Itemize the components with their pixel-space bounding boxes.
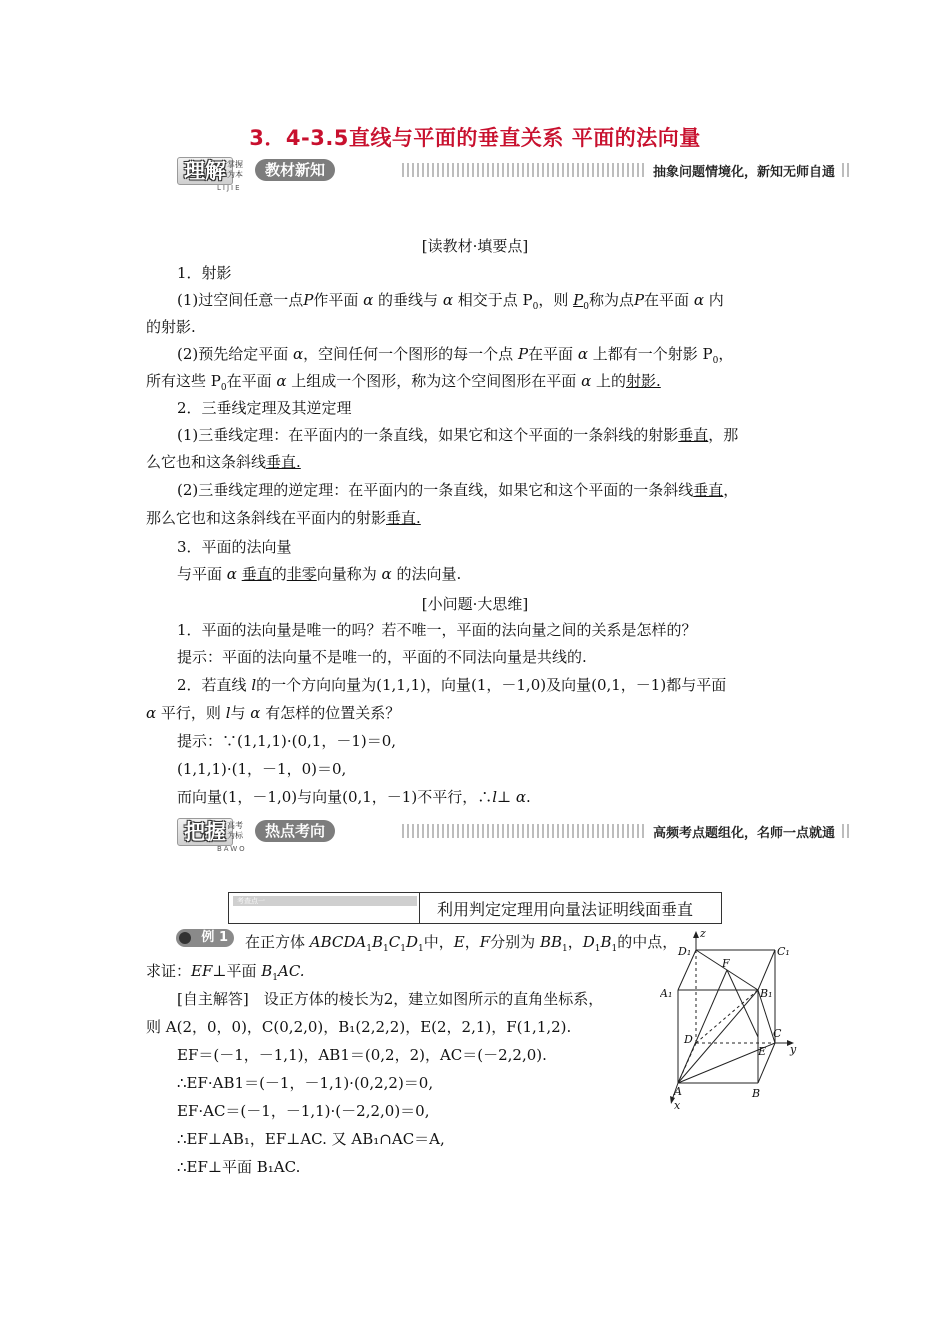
text-run: α — [226, 565, 237, 583]
text-run: 在平面 — [528, 345, 578, 363]
text-run: 与 — [230, 704, 251, 722]
text-run: D — [405, 933, 419, 951]
text-run: E — [453, 933, 465, 951]
text-run: 那么它也和这条斜线在平面内的射影 — [146, 509, 387, 527]
label-f: F — [722, 957, 730, 970]
fill-in-answer: 垂直 — [693, 481, 724, 499]
text-run: 求证： — [146, 962, 192, 980]
text-run: 2．若直线 — [177, 676, 252, 694]
subtitle-three-perpendiculars: 2．三垂线定理及其逆定理 — [177, 399, 352, 417]
text-run: 的一个方向向量为(1,1,1)，向量(1，－1,0)及向量(0,1，－1)都与平面 — [256, 676, 727, 694]
z-arrow — [693, 931, 699, 938]
text-run: P — [573, 291, 584, 309]
section-heading-read: [读教材·填要点] — [421, 237, 529, 255]
paragraph-line: EF＝(－1，－1,1)，AB1＝(0,2，2)，AC＝(－2,2,0). — [177, 1046, 547, 1064]
text-run: ⊥平面 — [212, 962, 262, 980]
text-run: D — [582, 933, 595, 951]
text-run: 0 — [532, 302, 539, 312]
paragraph-line — [146, 508, 421, 528]
paragraph-line: [自主解答] 设正方体的棱长为2，建立如图所示的直角坐标系， — [177, 990, 604, 1008]
cube-coordinate-figure — [660, 925, 810, 1110]
paragraph-line — [177, 564, 461, 584]
paragraph-line: EF·AC＝(－1，－1,1)·(－2,2,0)＝0, — [177, 1102, 430, 1120]
label-c1: C₁ — [777, 945, 790, 958]
text-run: 0 — [712, 356, 719, 366]
label-x: x — [674, 1099, 681, 1110]
text-run: 1 — [272, 973, 279, 983]
text-run: l — [225, 704, 231, 722]
subtitle-projection: 1．射影 — [177, 264, 232, 282]
text-run: 上组成一个图形，称为这个空间图形在平面 — [286, 372, 582, 390]
text-run: . — [526, 788, 531, 806]
text-run: ，空间任何一个图形的每一个点 — [303, 345, 518, 363]
paragraph-line — [177, 290, 724, 317]
fill-in-answer: 垂直. — [266, 453, 301, 471]
text-run: EF — [191, 962, 213, 980]
text-run: P — [517, 345, 529, 363]
text-run: 1 — [611, 944, 618, 954]
subtitle-normal-vector: 3．平面的法向量 — [177, 538, 292, 556]
paragraph-line — [146, 452, 301, 472]
fill-in-answer: 垂直. — [386, 509, 421, 527]
banner-pill-text: 教材新知 — [255, 159, 335, 181]
text-run: 1 — [400, 944, 406, 954]
paragraph-line — [177, 675, 726, 695]
text-run: B — [600, 933, 612, 951]
label-c: C — [773, 1027, 782, 1040]
text-run: 1 — [366, 944, 372, 954]
text-run: l — [251, 676, 257, 694]
text-run: (2)预先给定平面 — [177, 345, 294, 363]
label-a: A — [674, 1085, 682, 1098]
paragraph-line — [177, 425, 738, 445]
text-run: 中， — [423, 933, 454, 951]
text-run: 1 — [561, 944, 568, 954]
exam-point-label: 考查点一 — [233, 896, 417, 906]
text-run: α — [276, 372, 287, 390]
divider — [419, 893, 420, 923]
banner-pill-text: 热点考向 — [255, 820, 335, 842]
text-run: 分别为 — [490, 933, 540, 951]
exam-point-box — [228, 892, 722, 924]
text-run: 在平面 — [226, 372, 277, 390]
text-run: ，那 — [708, 426, 739, 444]
text-run: F — [479, 933, 491, 951]
banner-pinyin: LIJIE — [217, 184, 242, 192]
text-run: 0 — [583, 302, 589, 312]
text-run: ， — [464, 933, 480, 951]
text-run: α — [577, 345, 588, 363]
text-run: 平行，则 — [156, 704, 226, 722]
text-run: ABCDA — [309, 933, 367, 951]
paragraph-line: (1,1,1)·(1，－1，0)＝0, — [177, 760, 347, 778]
text-run: 有怎样的位置关系？ — [260, 704, 401, 722]
text-run: 相交于点 P — [452, 291, 533, 309]
text-run: α — [381, 565, 392, 583]
fill-in-answer: 垂直 — [678, 426, 709, 444]
text-run: P — [303, 291, 314, 309]
text-run — [573, 291, 589, 312]
text-run: (1)过空间任意一点 — [177, 291, 304, 309]
label-a1: A₁ — [660, 987, 673, 1000]
paragraph-line: 的射影. — [146, 318, 196, 336]
text-run: 1 — [383, 944, 389, 954]
label-d1: D₁ — [678, 945, 692, 958]
text-run: ， — [723, 481, 739, 499]
fill-in-answer: 射影. — [626, 372, 661, 390]
paragraph-line: ∴EF⊥平面 B₁AC. — [177, 1158, 301, 1176]
text-run: 在平面 — [644, 291, 694, 309]
text-run: α — [693, 291, 704, 309]
text-run: B — [261, 962, 273, 980]
edge-c1b1 — [758, 950, 775, 990]
text-run: ⊥ — [497, 788, 516, 806]
text-run: 0 — [220, 383, 227, 393]
text-run: 上的 — [591, 372, 626, 390]
paragraph-line: ∴EF⊥AB₁，EF⊥AC. 又 AB₁∩AC＝A, — [177, 1130, 445, 1148]
text-run: α — [363, 291, 374, 309]
paragraph-line — [146, 961, 305, 988]
section-banner-lijie — [177, 157, 849, 191]
fill-in-answer: 非零 — [286, 565, 317, 583]
paragraph-line: 提示：∵(1,1,1)·(0,1，－1)＝0, — [177, 732, 397, 750]
text-run: α — [581, 372, 592, 390]
paragraph-line — [245, 932, 677, 959]
label-z: z — [700, 927, 706, 940]
section-heading-think: [小问题·大思维] — [421, 595, 529, 613]
text-run: α — [293, 345, 304, 363]
banner-small-text: 掌握为本 — [227, 160, 243, 179]
page-title: 3．4-3.5直线与平面的垂直关系 平面的法向量 — [249, 126, 701, 150]
text-run: 1 — [418, 944, 424, 954]
text-run: C — [388, 933, 401, 951]
text-run: 的中点， — [617, 933, 678, 951]
text-run: α — [515, 788, 527, 806]
text-run: 与平面 — [177, 565, 227, 583]
banner-small-text: 高考为标 — [227, 821, 243, 840]
banner-main-text: 把握 — [177, 818, 233, 846]
text-run: 么它也和这条斜线 — [146, 453, 267, 471]
text-run: 向量称为 — [316, 565, 382, 583]
banner-slogan: 高频考点题组化，名师一点就通 — [647, 822, 841, 841]
text-run: α — [146, 704, 157, 722]
text-run: 称为点 — [588, 291, 634, 309]
text-run: 作平面 — [313, 291, 364, 309]
banner-pinyin: BAWO — [217, 845, 247, 853]
example-badge — [176, 929, 234, 947]
text-run: 而向量(1，－1,0)与向量(0,1，－1)不平行，∴ — [177, 788, 493, 806]
paragraph-line — [146, 703, 400, 723]
text-run: (2)三垂线定理的逆定理：在平面内的一条直线，如果它和这个平面的一条斜线 — [177, 481, 694, 499]
text-run: BB — [539, 933, 562, 951]
text-run: 的 — [271, 565, 287, 583]
exam-point-title: 利用判定定理用向量法证明线面垂直 — [437, 900, 694, 919]
text-run: 1 — [594, 944, 601, 954]
text-run: (1)三垂线定理：在平面内的一条直线，如果它和这个平面的一条斜线的射影 — [177, 426, 679, 444]
section-banner-bawo — [177, 818, 849, 852]
text-run: P — [633, 291, 645, 309]
paragraph-line: 则 A(2，0，0)，C(0,2,0)，B₁(2,2,2)，E(2，2,1)，F(1,1,2). — [146, 1018, 572, 1036]
label-d: D — [684, 1033, 693, 1046]
example-badge-label: 例 1 — [201, 930, 228, 945]
text-run: 所有这些 P — [146, 372, 221, 390]
paragraph-line: 提示：平面的法向量不是唯一的，平面的不同法向量是共线的. — [177, 648, 587, 666]
banner-slogan: 抽象问题情境化，新知无师自通 — [647, 161, 841, 180]
paragraph-line — [146, 371, 661, 398]
text-run: 的垂线与 — [373, 291, 443, 309]
label-e: E — [758, 1045, 767, 1058]
paragraph-line: ∴EF·AB1＝(－1，－1,1)·(0,2,2)＝0, — [177, 1074, 434, 1092]
text-run: 内 — [703, 291, 724, 309]
paragraph-line — [177, 787, 531, 807]
fill-in-answer: 垂直 — [241, 565, 272, 583]
paragraph-line — [177, 344, 733, 371]
text-run: α — [442, 291, 453, 309]
banner-main-text: 理解 — [177, 157, 233, 185]
text-run: 在正方体 — [245, 933, 310, 951]
text-run: B — [372, 933, 384, 951]
pen-icon — [179, 932, 191, 944]
text-run: 的法向量. — [391, 565, 462, 583]
text-run: ， — [718, 345, 734, 363]
label-b: B — [752, 1087, 761, 1100]
label-b1: B₁ — [760, 987, 773, 1000]
text-run: α — [250, 704, 261, 722]
text-run: ，则 — [538, 291, 574, 309]
text-run: AC. — [278, 962, 305, 980]
label-y: y — [790, 1043, 797, 1056]
text-run: ， — [567, 933, 583, 951]
text-run: 上都有一个射影 P — [587, 345, 713, 363]
paragraph-line: 1．平面的法向量是唯一的吗？若不唯一，平面的法向量之间的关系是怎样的？ — [177, 621, 697, 639]
text-run: l — [492, 788, 498, 806]
paragraph-line — [177, 480, 738, 500]
